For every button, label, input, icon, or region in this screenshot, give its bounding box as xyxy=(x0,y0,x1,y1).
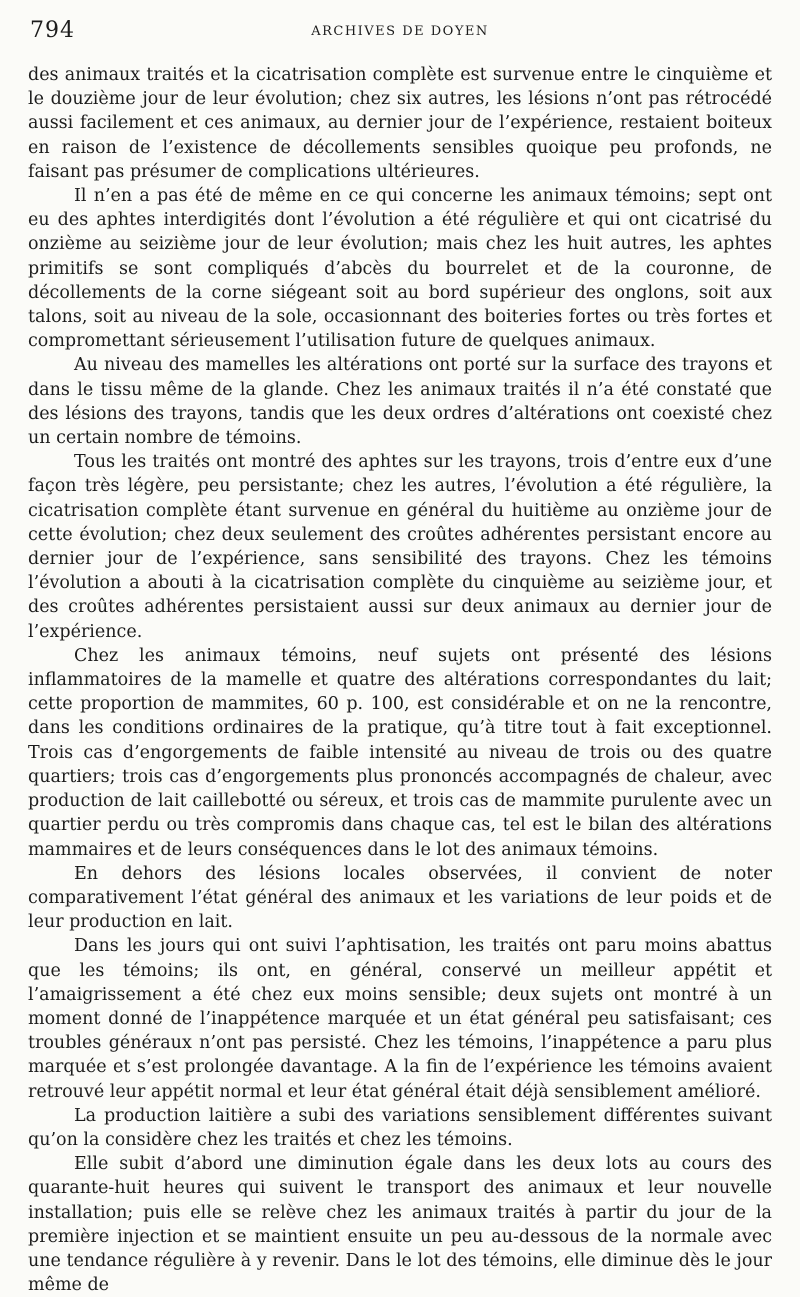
running-title: ARCHIVES DE DOYEN xyxy=(311,24,489,39)
page-header xyxy=(28,18,772,50)
paragraph: Elle subit d’abord une diminution égale dans les deux lots au cours des quarante-huit heures qui suivent le transport des animaux et leur nouvelle installation; puis elle se relève chez les animaux traités à partir du jour de la première injection et se maintient ensuite un peu au-dessous de la normale avec une tendance régulière à y revenir. Dans le lot des témoins, elle diminue dès le jour même de xyxy=(28,1154,772,1296)
body-text xyxy=(28,63,772,1297)
paragraph: Chez les animaux témoins, neuf sujets ont présenté des lésions inflammatoires de la mamelle et quatre des altérations correspondantes du lait; cette proportion de mammites, 60 p. 100, est considérable et on ne la rencontre, dans les conditions ordinaires de la pratique, qu’à titre tout à fait exceptionnel. Trois cas d’engorgements de faible intensité au niveau de trois ou des quatre quartiers; trois cas d’engorgements plus prononcés accompagnés de chaleur, avec production de lait caillebotté ou séreux, et trois cas de mammite purulente avec un quartier perdu ou très compromis dans chaque cas, tel est le bilan des altérations mammaires et de leurs conséquences dans le lot des animaux témoins. xyxy=(28,645,772,860)
paragraph: des animaux traités et la cicatrisation complète est survenue entre le cinquième et le douzième jour de leur évolution; chez six autres, les lésions n’ont pas rétrocédé aussi facilement et ces animaux, au dernier jour de l’expérience, restaient boiteux en raison de l’existence de décollements sensibles quoique peu profonds, ne faisant pas présumer de complications ultérieures. xyxy=(28,65,772,182)
paragraph: Tous les traités ont montré des aphtes sur les trayons, trois d’entre eux d’une façon très légère, peu persistante; chez les autres, l’évolution a été régulière, la cicatrisation complète étant survenue en général du huitième au onzième jour de cette évolution; chez deux seulement des croûtes adhérentes persistant encore au dernier jour de l’expérience, sans sensibilité des trayons. Chez les témoins l’évolution a abouti à la cicatrisation complète du cinquième au seizième jour, et des croûtes adhérentes persistaient aussi sur deux animaux au dernier jour de l’expérience. xyxy=(28,452,772,642)
page-number: 794 xyxy=(30,18,75,43)
paragraph: Dans les jours qui ont suivi l’aphtisation, les traités ont paru moins abattus que les témoins; ils ont, en général, conservé un meilleur appétit et l’amaigrissement a été chez eux moins sensible; deux sujets ont montré à un moment donné de l’inappétence marquée et un état général peu satisfaisant; ces troubles généraux n’ont pas persisté. Chez les témoins, l’inappétence a paru plus marquée et s’est prolongée davantage. A la fin de l’expérience les témoins avaient retrouvé leur appétit normal et leur état général était déjà sensiblement amélioré. xyxy=(28,936,772,1102)
paragraph: Il n’en a pas été de même en ce qui concerne les animaux témoins; sept ont eu des aphtes interdigités dont l’évolution a été régulière et qui ont cicatrisé du onzième au seizième jour de leur évolution; mais chez les huit autres, les aphtes primitifs se sont compliqués d’abcès du bourrelet et de la couronne, de décollements de la corne siégeant soit au bord supérieur des onglons, soit aux talons, soit au niveau de la sole, occasionnant des boiteries fortes ou très fortes et compromettant sérieusement l’utilisation future de quelques animaux. xyxy=(28,186,772,352)
paragraph: Au niveau des mamelles les altérations ont porté sur la surface des trayons et dans le tissu même de la glande. Chez les animaux traités il n’a été constaté que des lésions des trayons, tandis que les deux ordres d’altérations ont coexisté chez un certain nombre de témoins. xyxy=(28,355,772,449)
paragraph: La production laitière a subi des variations sensiblement différentes suivant qu’on la considère chez les traités et chez les témoins. xyxy=(28,1105,772,1150)
paragraph: En dehors des lésions locales observées, il convient de noter comparativement l’état général des animaux et les variations de leur poids et de leur production en lait. xyxy=(28,863,772,933)
